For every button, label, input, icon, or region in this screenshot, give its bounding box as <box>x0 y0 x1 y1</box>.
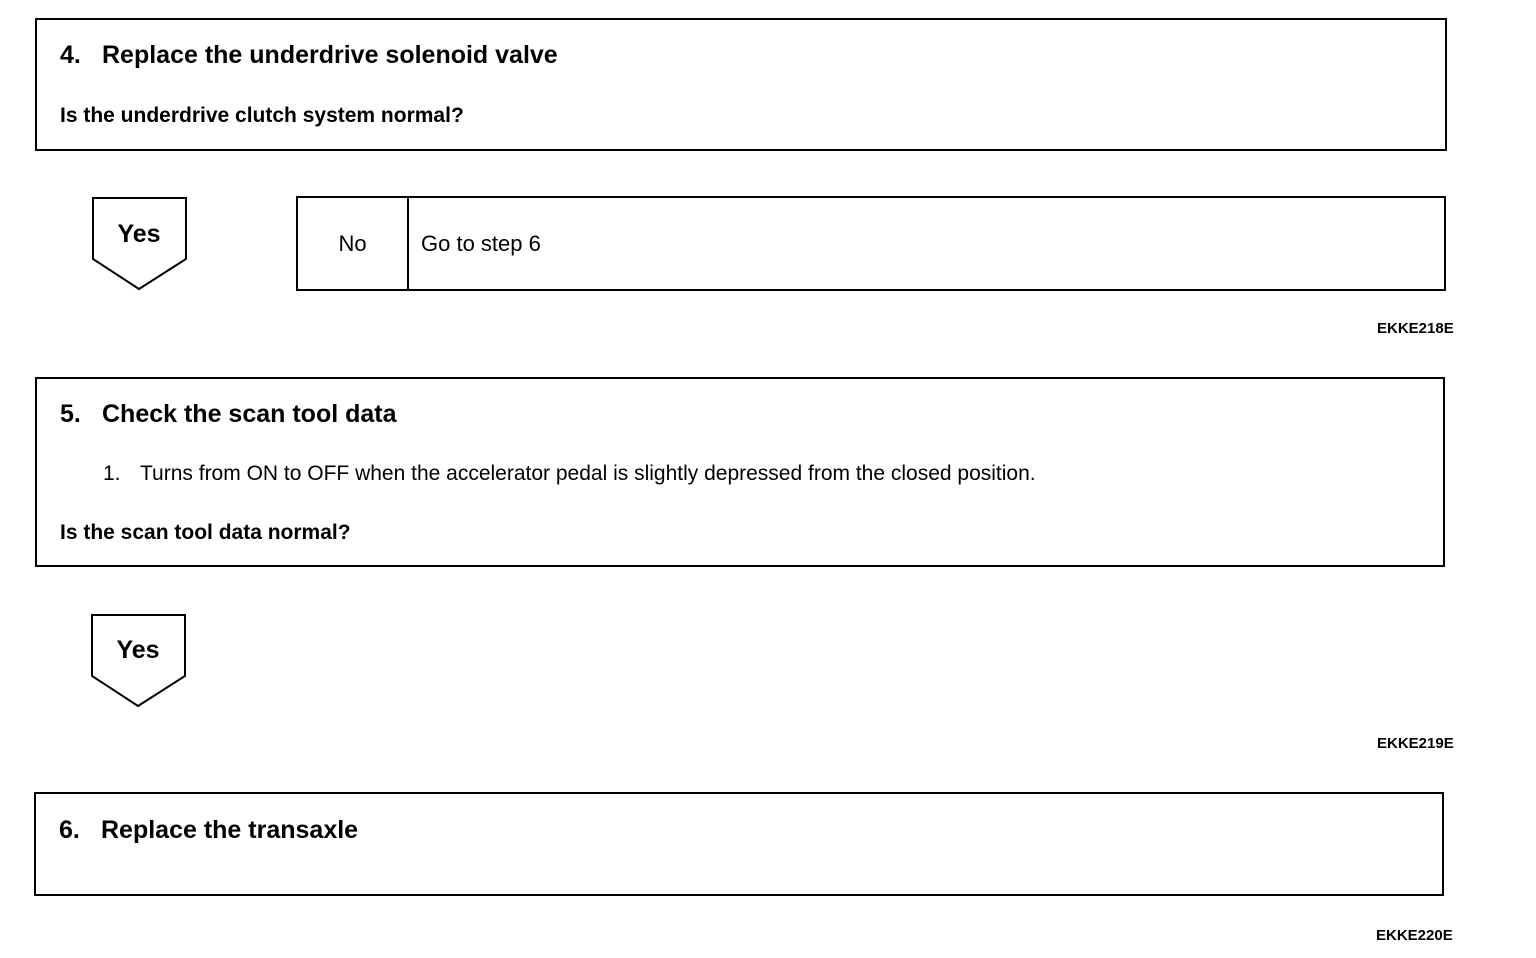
step-4-yes-label: Yes <box>117 220 161 248</box>
step-5-title <box>60 400 397 429</box>
step-4-title <box>60 41 558 70</box>
step-5-item-number: 1. <box>103 462 121 485</box>
step-6-number: 6. <box>59 816 80 844</box>
step-4-question: Is the underdrive clutch system normal? <box>60 104 464 127</box>
step-4-title-text: Replace the underdrive solenoid valve <box>102 41 558 69</box>
step-5-figure-code: EKKE219E <box>1377 735 1454 752</box>
step-4-figure-code: EKKE218E <box>1377 320 1454 337</box>
step-4-no-box <box>296 196 1446 291</box>
step-6-title-text: Replace the transaxle <box>101 816 359 844</box>
step-4-no-label: No <box>298 198 409 289</box>
step-5-yes-label: Yes <box>116 636 160 664</box>
step-6-title <box>59 816 358 845</box>
step-4-no-action: Go to step 6 <box>421 230 541 256</box>
step-5-title-text: Check the scan tool data <box>102 400 397 428</box>
step-5-question: Is the scan tool data normal? <box>60 521 351 544</box>
step-4-box <box>35 18 1447 151</box>
step-4-number: 4. <box>60 41 81 69</box>
step-6-figure-code: EKKE220E <box>1376 927 1453 944</box>
step-5-item <box>103 462 1036 486</box>
step-5-number: 5. <box>60 400 81 428</box>
step-5-item-text: Turns from ON to OFF when the accelerator pedal is slightly depressed from the closed position. <box>140 462 1036 485</box>
